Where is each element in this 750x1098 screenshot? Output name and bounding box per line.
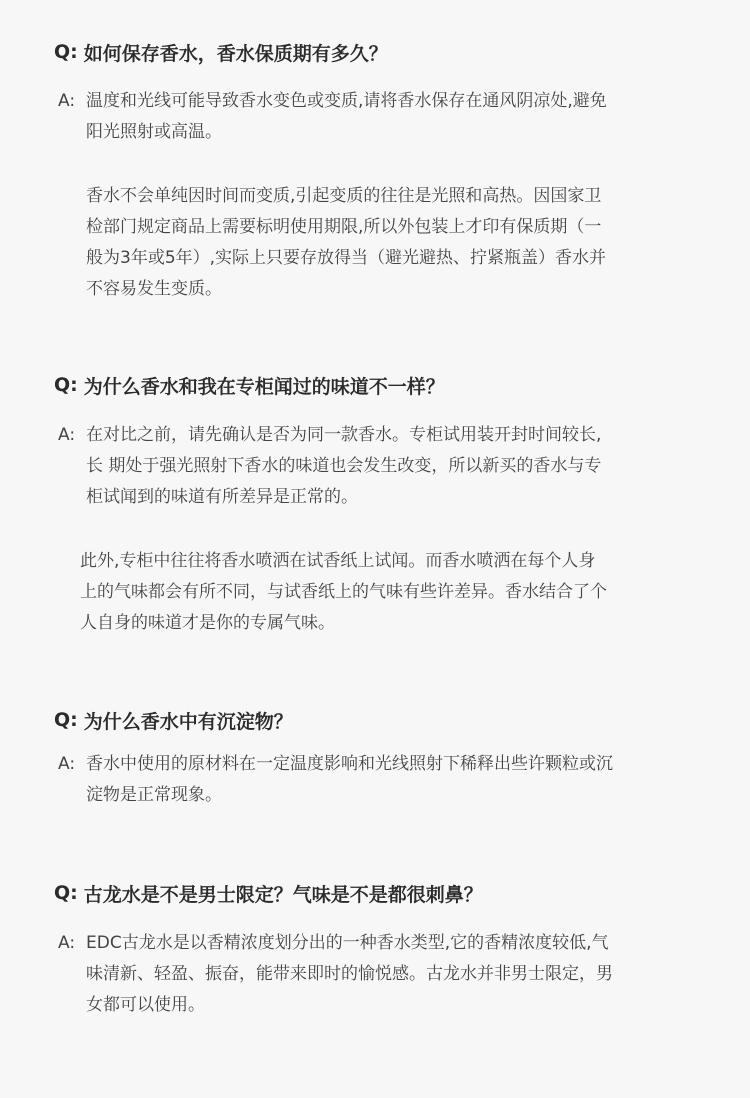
faq-question-1 [54, 37, 388, 67]
answer-prefix: A: [58, 933, 76, 953]
faq-answer-2 [58, 420, 708, 639]
faq-answer-3 [58, 749, 708, 811]
answer-prefix: A: [58, 91, 76, 111]
question-text: 为什么香水中有沉淀物？ [83, 710, 293, 733]
question-text: 如何保存香水，香水保质期有多久？ [83, 42, 388, 65]
answer-prefix: A: [58, 425, 76, 445]
faq-question-4 [54, 878, 483, 908]
faq-answer-1 [58, 86, 708, 305]
answer-paragraph: EDC古龙水是以香精浓度划分出的一种香水类型,它的香精浓度较低,气 味清新、轻盈、振奋，能带来即时的愉悦感。古龙水并非男士限定，男 女都可以使用。 [86, 933, 613, 1015]
question-text: 为什么香水和我在专柜闻过的味道不一样？ [83, 375, 445, 398]
question-prefix: Q: [54, 882, 78, 904]
question-text: 古龙水是不是男士限定？气味是不是都很刺鼻？ [83, 883, 483, 906]
faq-question-3 [54, 705, 293, 735]
faq-question-2 [54, 370, 445, 400]
answer-paragraph: 在对比之前，请先确认是否为同一款香水。专柜试用装开封时间较长, 长 期处于强光照射下香水的味道也会发生改变，所以新买的香水与专 柜试闻到的味道有所差异是正常的。 [86, 425, 602, 507]
answer-paragraph: 香水不会单纯因时间而变质,引起变质的往往是光照和高热。因国家卫 检部门规定商品上需要标明使用期限,所以外包装上才印有保质期（一 般为3年或5年）,实际上只要存放得当（避光避热、拧紧瓶盖）香水并 不容易发生变质。 [86, 186, 607, 299]
answer-prefix: A: [58, 754, 76, 774]
faq-answer-4 [58, 928, 708, 1021]
answer-paragraph: 温度和光线可能导致香水变色或变质,请将香水保存在通风阴凉处,避免 阳光照射或高温。 [86, 91, 607, 142]
question-prefix: Q: [54, 41, 78, 63]
answer-paragraph: 此外,专柜中往往将香水喷洒在试香纸上试闻。而香水喷洒在每个人身 上的气味都会有所不同，与试香纸上的气味有些许差异。香水结合了个 人自身的味道才是你的专属气味。 [80, 551, 607, 633]
answer-paragraph: 香水中使用的原材料在一定温度影响和光线照射下稀释出些许颗粒或沉 淀物是正常现象。 [86, 754, 613, 805]
question-prefix: Q: [54, 709, 78, 731]
question-prefix: Q: [54, 374, 78, 396]
